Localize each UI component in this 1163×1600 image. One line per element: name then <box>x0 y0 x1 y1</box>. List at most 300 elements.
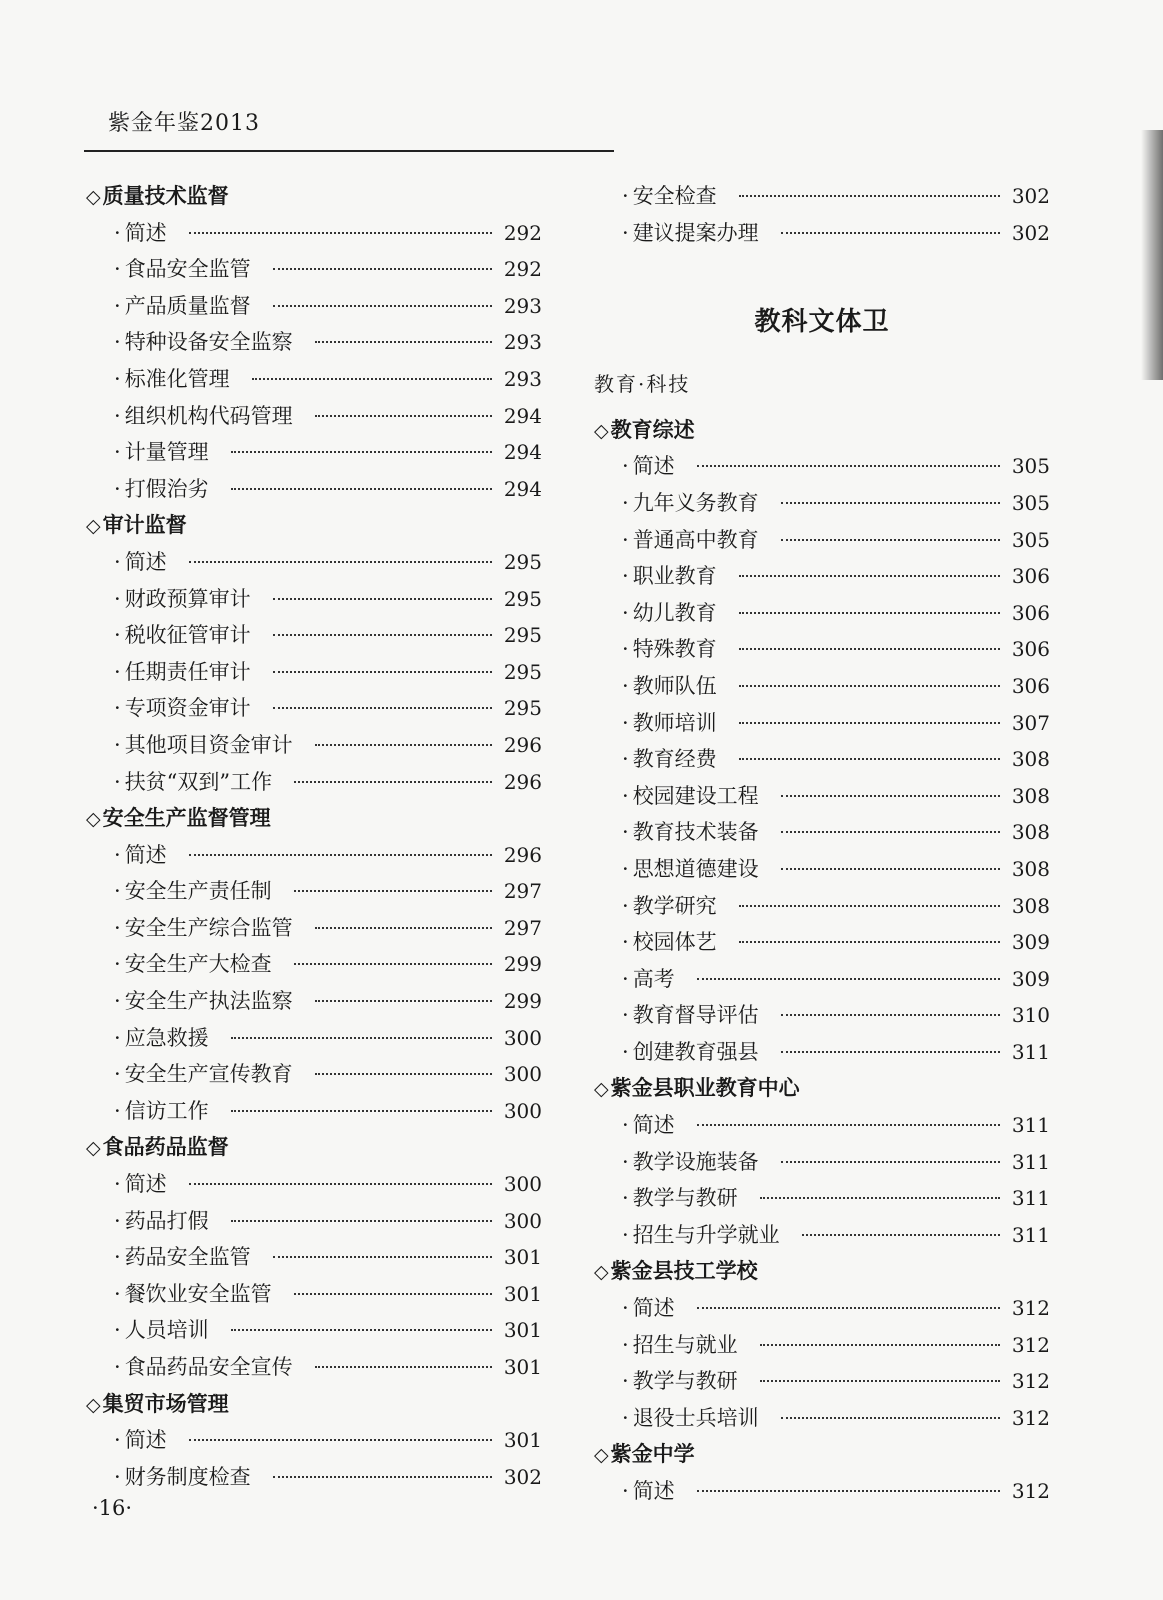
dot-leader <box>189 1183 492 1185</box>
bullet-dot-icon: · <box>114 952 121 977</box>
dot-leader <box>739 685 1000 687</box>
bullet-dot-icon: · <box>114 1428 121 1453</box>
bullet-dot-icon: · <box>622 1149 629 1174</box>
dot-leader <box>697 978 1000 980</box>
toc-entry-title: 教学设施装备 <box>632 1149 759 1174</box>
section-heading: 教科文体卫 <box>754 306 890 337</box>
toc-entry-title: 教学与教研 <box>632 1369 738 1394</box>
toc-entry-title: 职业教育 <box>632 564 717 589</box>
toc-entry-title: 思想道德建设 <box>632 856 759 881</box>
toc-entry-page: 301 <box>503 1281 542 1306</box>
toc-right-column <box>594 178 1050 1510</box>
toc-entry-title: 特种设备安全监察 <box>124 330 293 355</box>
bullet-dot-icon: · <box>114 1464 121 1489</box>
toc-entry-title: 简述 <box>632 454 675 479</box>
toc-entry-page: 306 <box>1011 600 1050 625</box>
dot-leader <box>315 341 492 343</box>
toc-entry-page: 295 <box>503 549 542 574</box>
bullet-dot-icon: · <box>622 490 629 515</box>
toc-entry[interactable] <box>86 764 542 801</box>
toc-entry-page: 302 <box>1011 220 1050 245</box>
toc-entry-page: 306 <box>1011 637 1050 662</box>
toc-entry[interactable] <box>86 471 542 508</box>
toc-entry-title: 任期责任审计 <box>124 659 251 684</box>
toc-entry-title: 校园建设工程 <box>632 783 759 808</box>
toc-entry[interactable] <box>86 1276 542 1313</box>
toc-entry-title: 药品打假 <box>124 1208 209 1233</box>
dot-leader <box>781 1051 1000 1053</box>
toc-entry[interactable] <box>594 1473 1050 1510</box>
toc-entry[interactable] <box>594 215 1050 252</box>
toc-entry-title: 建议提案办理 <box>632 220 759 245</box>
toc-entry[interactable] <box>594 1290 1050 1327</box>
toc-entry[interactable] <box>594 961 1050 998</box>
bullet-dot-icon: · <box>622 454 629 479</box>
dot-leader <box>273 1256 492 1258</box>
toc-entry-title: 教师培训 <box>632 710 717 735</box>
toc-category-title: 紫金县职业教育中心 <box>610 1075 800 1101</box>
dot-leader <box>231 1329 492 1331</box>
toc-entry-title: 安全生产宣传教育 <box>124 1062 293 1087</box>
toc-category[interactable] <box>86 1129 542 1166</box>
toc-entry-title: 人员培训 <box>124 1318 209 1343</box>
toc-entry-page: 308 <box>1011 747 1050 772</box>
toc-entry-title: 计量管理 <box>124 440 209 465</box>
toc-entry-page: 295 <box>503 586 542 611</box>
dot-leader <box>781 232 1000 234</box>
dot-leader <box>252 378 492 380</box>
toc-entry-title: 餐饮业安全监管 <box>124 1281 272 1306</box>
bullet-dot-icon: · <box>114 403 121 428</box>
bullet-dot-icon: · <box>114 1098 121 1123</box>
bullet-dot-icon: · <box>622 1003 629 1028</box>
toc-entry-page: 301 <box>503 1318 542 1343</box>
dot-leader <box>781 831 1000 833</box>
bullet-dot-icon: · <box>622 184 629 208</box>
toc-entry[interactable] <box>86 690 542 727</box>
toc-entry[interactable] <box>594 851 1050 888</box>
dot-leader <box>273 671 492 673</box>
toc-entry-page: 300 <box>503 1208 542 1233</box>
toc-entry-title: 简述 <box>632 1479 675 1503</box>
subsection-heading: 教育·科技 <box>594 371 691 396</box>
bullet-dot-icon: · <box>622 527 629 552</box>
dot-leader <box>739 575 1000 577</box>
toc-category[interactable] <box>594 1253 1050 1290</box>
toc-entry[interactable] <box>86 398 542 435</box>
dot-leader <box>189 561 492 563</box>
bullet-dot-icon: · <box>114 440 121 465</box>
toc-entry-title: 简述 <box>632 1296 675 1321</box>
bullet-dot-icon: · <box>114 842 121 867</box>
bullet-dot-icon: · <box>114 879 121 904</box>
diamond-icon: ◇ <box>594 1261 609 1284</box>
bullet-dot-icon: · <box>114 293 121 318</box>
bullet-dot-icon: · <box>622 1113 629 1138</box>
toc-entry-title: 教育技术装备 <box>632 820 759 845</box>
toc-entry[interactable] <box>594 1400 1050 1437</box>
dot-leader <box>781 502 1000 504</box>
toc-entry-title: 幼儿教育 <box>632 600 717 625</box>
bullet-dot-icon: · <box>622 1186 629 1211</box>
toc-entry-title: 其他项目资金审计 <box>124 732 293 757</box>
toc-entry[interactable] <box>594 448 1050 485</box>
bullet-dot-icon: · <box>622 564 629 589</box>
toc-entry[interactable] <box>86 946 542 983</box>
dot-leader <box>273 598 492 600</box>
toc-entry-page: 310 <box>1011 1003 1050 1028</box>
toc-entry[interactable] <box>86 654 542 691</box>
bullet-dot-icon: · <box>114 732 121 757</box>
toc-entry[interactable] <box>86 873 542 910</box>
toc-entry[interactable] <box>86 617 542 654</box>
bullet-dot-icon: · <box>114 586 121 611</box>
toc-entry[interactable] <box>86 910 542 947</box>
dot-leader <box>189 232 492 234</box>
toc-entry[interactable] <box>594 1363 1050 1400</box>
toc-entry[interactable] <box>86 1203 542 1240</box>
toc-entry-title: 专项资金审计 <box>124 696 251 721</box>
toc-entry-page: 305 <box>1011 527 1050 552</box>
bullet-dot-icon: · <box>622 1479 629 1503</box>
toc-category[interactable] <box>86 800 542 837</box>
toc-entry[interactable] <box>86 837 542 874</box>
toc-entry-page: 301 <box>503 1428 542 1453</box>
toc-category-title: 质量技术监督 <box>102 183 229 208</box>
toc-category-title: 安全生产监督管理 <box>102 805 271 831</box>
toc-entry[interactable] <box>86 1422 542 1459</box>
bullet-dot-icon: · <box>622 966 629 991</box>
toc-entry-title: 组织机构代码管理 <box>124 403 293 428</box>
dot-leader <box>315 927 492 929</box>
toc-category-title: 教育综述 <box>610 416 695 442</box>
toc-entry-page: 301 <box>503 1355 542 1379</box>
toc-entry-title: 简述 <box>124 220 167 245</box>
toc-entry-page: 309 <box>1011 966 1050 991</box>
toc-entry-page: 305 <box>1011 454 1050 479</box>
toc-entry-title: 食品安全监管 <box>124 257 251 282</box>
dot-leader <box>231 1110 492 1112</box>
toc-entry-page: 300 <box>503 1062 542 1087</box>
bullet-dot-icon: · <box>114 1172 121 1197</box>
bullet-dot-icon: · <box>622 1369 629 1394</box>
toc-entry-title: 简述 <box>124 1428 167 1453</box>
dot-leader <box>697 1124 1000 1126</box>
toc-entry-page: 299 <box>503 952 542 977</box>
toc-entry-page: 308 <box>1011 856 1050 881</box>
toc-entry-title: 信访工作 <box>124 1098 209 1123</box>
diamond-icon: ◇ <box>594 419 609 442</box>
dot-leader <box>781 795 1000 797</box>
bullet-dot-icon: · <box>622 930 629 955</box>
toc-entry-title: 招生与升学就业 <box>632 1222 780 1247</box>
toc-entry-page: 307 <box>1011 710 1050 735</box>
diamond-icon: ◇ <box>86 1137 101 1160</box>
bullet-dot-icon: · <box>622 893 629 918</box>
toc-entry-title: 应急救援 <box>124 1025 209 1050</box>
bullet-dot-icon: · <box>114 330 121 355</box>
toc-entry-page: 293 <box>503 330 542 355</box>
toc-entry-page: 311 <box>1011 1186 1050 1211</box>
toc-entry-page: 302 <box>1011 184 1050 208</box>
toc-entry-page: 306 <box>1011 564 1050 589</box>
toc-category-title: 紫金中学 <box>610 1441 695 1467</box>
toc-entry-page: 295 <box>503 623 542 648</box>
dot-leader <box>760 1344 1000 1346</box>
toc-entry[interactable] <box>594 178 1050 215</box>
dot-leader <box>231 488 492 490</box>
toc-entry[interactable] <box>594 888 1050 925</box>
dot-leader <box>189 1439 492 1441</box>
toc-entry-page: 295 <box>503 659 542 684</box>
toc-entry[interactable] <box>594 1180 1050 1217</box>
toc-entry-title: 安全检查 <box>632 184 717 208</box>
bullet-dot-icon: · <box>114 549 121 574</box>
toc-entry[interactable] <box>594 705 1050 742</box>
toc-entry[interactable] <box>594 1034 1050 1071</box>
toc-entry-title: 创建教育强县 <box>632 1039 759 1064</box>
toc-entry[interactable] <box>86 324 542 361</box>
toc-entry-page: 305 <box>1011 490 1050 515</box>
toc-entry-page: 296 <box>503 842 542 867</box>
toc-entry-page: 296 <box>503 732 542 757</box>
bullet-dot-icon: · <box>114 1062 121 1087</box>
dot-leader <box>315 1366 492 1368</box>
dot-leader <box>739 612 1000 614</box>
bullet-dot-icon: · <box>622 1039 629 1064</box>
dot-leader <box>739 758 1000 760</box>
toc-category-title: 集贸市场管理 <box>102 1390 229 1416</box>
toc-category[interactable] <box>86 1386 542 1423</box>
bullet-dot-icon: · <box>114 623 121 648</box>
dot-leader <box>231 451 492 453</box>
toc-entry-title: 安全生产综合监管 <box>124 915 293 940</box>
toc-entry[interactable] <box>594 522 1050 559</box>
toc-entry[interactable] <box>86 251 542 288</box>
running-header: 紫金年鉴2013 <box>108 111 260 136</box>
dot-leader <box>315 1073 492 1075</box>
toc-entry-page: 294 <box>503 476 542 501</box>
dot-leader <box>231 1220 492 1222</box>
dot-leader <box>231 1037 492 1039</box>
toc-entry-page: 294 <box>503 403 542 428</box>
bullet-dot-icon: · <box>622 710 629 735</box>
diamond-icon: ◇ <box>86 515 101 538</box>
toc-entry[interactable] <box>86 1166 542 1203</box>
vertical-spacer <box>594 251 1050 288</box>
toc-entry-page: 292 <box>503 220 542 245</box>
dot-leader <box>781 868 1000 870</box>
toc-entry-title: 特殊教育 <box>632 637 717 662</box>
toc-category-title: 食品药品监督 <box>102 1134 229 1160</box>
toc-entry-page: 312 <box>1011 1405 1050 1430</box>
toc-entry[interactable] <box>86 1349 542 1386</box>
toc-entry[interactable] <box>86 1459 542 1496</box>
toc-entry-page: 309 <box>1011 930 1050 955</box>
toc-entry-page: 300 <box>503 1025 542 1050</box>
toc-entry-title: 简述 <box>124 1172 167 1197</box>
toc-entry-page: 306 <box>1011 673 1050 698</box>
toc-entry[interactable] <box>86 1056 542 1093</box>
toc-entry[interactable] <box>594 1327 1050 1364</box>
toc-category[interactable] <box>594 1070 1050 1107</box>
toc-category[interactable] <box>86 507 542 544</box>
toc-entry-page: 297 <box>503 879 542 904</box>
toc-entry-page: 312 <box>1011 1296 1050 1321</box>
bullet-dot-icon: · <box>114 476 121 501</box>
toc-entry[interactable] <box>594 924 1050 961</box>
toc-entry-page: 293 <box>503 293 542 318</box>
toc-entry-page: 293 <box>503 366 542 391</box>
toc-entry-page: 311 <box>1011 1113 1050 1138</box>
toc-entry-page: 311 <box>1011 1039 1050 1064</box>
toc-entry-title: 九年义务教育 <box>632 490 759 515</box>
toc-entry-title: 产品质量监督 <box>124 293 251 318</box>
toc-entry-title: 简述 <box>124 549 167 574</box>
toc-entry-title: 食品药品安全宣传 <box>124 1355 293 1379</box>
toc-entry[interactable] <box>594 668 1050 705</box>
dot-leader <box>273 1476 492 1478</box>
toc-entry-title: 招生与就业 <box>632 1332 738 1357</box>
bullet-dot-icon: · <box>114 220 121 245</box>
toc-entry[interactable] <box>86 1020 542 1057</box>
toc-entry[interactable] <box>86 983 542 1020</box>
toc-category[interactable] <box>86 178 542 215</box>
toc-entry[interactable] <box>594 558 1050 595</box>
bullet-dot-icon: · <box>114 1245 121 1270</box>
bullet-dot-icon: · <box>622 747 629 772</box>
toc-entry-page: 294 <box>503 440 542 465</box>
toc-entry[interactable] <box>86 1093 542 1130</box>
dot-leader <box>781 539 1000 541</box>
toc-entry-title: 安全生产执法监察 <box>124 989 293 1014</box>
toc-category[interactable] <box>594 412 1050 449</box>
bullet-dot-icon: · <box>114 366 121 391</box>
toc-entry-title: 扶贫“双到”工作 <box>124 769 273 794</box>
toc-entry-title: 普通高中教育 <box>632 527 759 552</box>
toc-entry-page: 297 <box>503 915 542 940</box>
dot-leader <box>739 648 1000 650</box>
dot-leader <box>315 744 492 746</box>
dot-leader <box>294 963 492 965</box>
toc-entry[interactable] <box>86 727 542 764</box>
toc-entry-title: 药品安全监管 <box>124 1245 251 1270</box>
bullet-dot-icon: · <box>114 915 121 940</box>
bullet-dot-icon: · <box>114 1318 121 1343</box>
dot-leader <box>697 1490 1000 1492</box>
toc-entry-title: 打假治劣 <box>124 476 209 501</box>
toc-entry-title: 教学研究 <box>632 893 717 918</box>
toc-entry-page: 295 <box>503 696 542 721</box>
toc-entry[interactable] <box>594 1144 1050 1181</box>
bullet-dot-icon: · <box>622 220 629 245</box>
toc-category[interactable] <box>594 1436 1050 1473</box>
toc-entry-title: 税收征管审计 <box>124 623 251 648</box>
bullet-dot-icon: · <box>114 257 121 282</box>
dot-leader <box>315 415 492 417</box>
toc-entry[interactable] <box>594 1217 1050 1254</box>
bullet-dot-icon: · <box>114 769 121 794</box>
toc-entry-title: 教学与教研 <box>632 1186 738 1211</box>
toc-entry-title: 财务制度检查 <box>124 1464 251 1489</box>
dot-leader <box>273 707 492 709</box>
toc-entry-page: 308 <box>1011 893 1050 918</box>
toc-entry[interactable] <box>594 997 1050 1034</box>
toc-entry[interactable] <box>86 1312 542 1349</box>
toc-entry[interactable] <box>86 215 542 252</box>
diamond-icon: ◇ <box>594 1444 609 1467</box>
bullet-dot-icon: · <box>114 1208 121 1233</box>
bullet-dot-icon: · <box>114 1355 121 1379</box>
dot-leader <box>739 722 1000 724</box>
header-rule <box>84 150 614 152</box>
toc-entry-page: 312 <box>1011 1479 1050 1503</box>
bullet-dot-icon: · <box>622 637 629 662</box>
toc-entry-title: 安全生产大检查 <box>124 952 272 977</box>
toc-entry-title: 标准化管理 <box>124 366 230 391</box>
toc-entry-page: 308 <box>1011 783 1050 808</box>
dot-leader <box>802 1234 1000 1236</box>
dot-leader <box>294 781 492 783</box>
toc-entry[interactable] <box>86 1239 542 1276</box>
toc-entry-title: 校园体艺 <box>632 930 717 955</box>
toc-entry-title: 简述 <box>632 1113 675 1138</box>
bullet-dot-icon: · <box>114 659 121 684</box>
toc-entry[interactable] <box>594 485 1050 522</box>
toc-entry[interactable] <box>86 434 542 471</box>
dot-leader <box>273 268 492 270</box>
toc-entry-page: 311 <box>1011 1149 1050 1174</box>
dot-leader <box>697 1307 1000 1309</box>
dot-leader <box>739 905 1000 907</box>
bullet-dot-icon: · <box>622 673 629 698</box>
toc-entry-page: 312 <box>1011 1332 1050 1357</box>
toc-entry[interactable] <box>594 595 1050 632</box>
toc-entry-title: 退役士兵培训 <box>632 1405 759 1430</box>
dot-leader <box>739 195 1000 197</box>
bullet-dot-icon: · <box>114 696 121 721</box>
dot-leader <box>273 305 492 307</box>
bullet-dot-icon: · <box>622 600 629 625</box>
toc-entry-page: 296 <box>503 769 542 794</box>
bullet-dot-icon: · <box>622 1405 629 1430</box>
toc-entry[interactable] <box>594 814 1050 851</box>
toc-entry[interactable] <box>86 288 542 325</box>
dot-leader <box>315 1000 492 1002</box>
toc-entry[interactable] <box>594 778 1050 815</box>
toc-entry[interactable] <box>86 581 542 618</box>
bullet-dot-icon: · <box>622 1332 629 1357</box>
diamond-icon: ◇ <box>86 186 101 208</box>
dot-leader <box>760 1380 1000 1382</box>
diamond-icon: ◇ <box>594 1078 609 1101</box>
toc-entry[interactable] <box>86 361 542 398</box>
toc-entry[interactable] <box>86 544 542 581</box>
toc-entry[interactable] <box>594 631 1050 668</box>
bullet-dot-icon: · <box>622 820 629 845</box>
dot-leader <box>781 1161 1000 1163</box>
toc-left-column <box>86 178 542 1495</box>
dot-leader <box>294 890 492 892</box>
toc-entry[interactable] <box>594 741 1050 778</box>
toc-category-title: 审计监督 <box>102 512 187 538</box>
toc-entry-page: 308 <box>1011 820 1050 845</box>
diamond-icon: ◇ <box>86 808 101 831</box>
bullet-dot-icon: · <box>114 1025 121 1050</box>
dot-leader <box>781 1014 1000 1016</box>
toc-entry[interactable] <box>594 1107 1050 1144</box>
bullet-dot-icon: · <box>622 856 629 881</box>
